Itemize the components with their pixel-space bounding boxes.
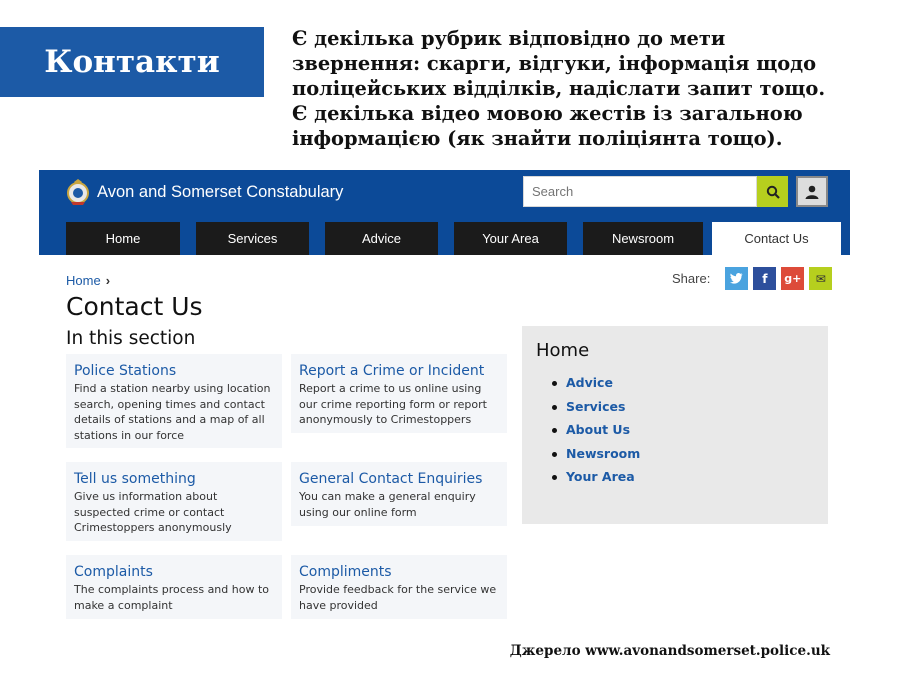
breadcrumb-separator: › (105, 273, 111, 288)
card-title[interactable]: Report a Crime or Incident (299, 363, 485, 379)
breadcrumb-home-link[interactable]: Home (66, 273, 101, 288)
card-tell-us-something[interactable] (66, 462, 282, 541)
card-complaints[interactable] (66, 555, 282, 619)
police-crest-icon (65, 178, 91, 206)
side-nav-item-about-us[interactable]: About Us (552, 422, 814, 437)
slide-description (292, 26, 844, 151)
website-screenshot (39, 170, 850, 622)
side-nav-title[interactable]: Home (536, 340, 590, 361)
card-general-enquiries[interactable] (291, 462, 507, 526)
nav-tab-advice[interactable]: Advice (325, 222, 438, 255)
slide-description-line: інформацією (як знайти поліціянта тощо). (292, 127, 783, 150)
section-title: In this section (66, 328, 196, 349)
source-caption: Джерело www.avonandsomerset.police.uk (509, 643, 830, 659)
search-input[interactable] (523, 176, 757, 207)
card-title[interactable]: Compliments (299, 564, 392, 580)
email-share-button[interactable]: ✉ (809, 267, 832, 290)
side-nav-panel (522, 326, 828, 524)
card-description: Find a station nearby using location search, opening times and contact details of stations and a map of all stations in our force (74, 382, 271, 442)
account-button[interactable] (796, 176, 828, 207)
card-title[interactable]: Complaints (74, 564, 153, 580)
card-description: The complaints process and how to make a complaint (74, 583, 269, 612)
side-nav-item-services[interactable]: Services (552, 399, 814, 414)
twitter-icon (730, 273, 743, 284)
card-description: Report a crime to us online using our crime reporting form or report anonymously to Crimestoppers (299, 382, 487, 426)
nav-tab-services[interactable]: Services (196, 222, 309, 255)
card-compliments[interactable] (291, 555, 507, 619)
nav-tab-your-area[interactable]: Your Area (454, 222, 567, 255)
side-nav-item-newsroom[interactable]: Newsroom (552, 446, 814, 461)
nav-tab-home[interactable]: Home (66, 222, 180, 255)
side-nav-item-advice[interactable]: Advice (552, 375, 814, 390)
nav-tab-contact-us[interactable]: Contact Us (712, 222, 841, 255)
card-description: Give us information about suspected crime or contact Crimestoppers anonymously (74, 490, 232, 534)
user-icon (804, 184, 820, 200)
facebook-share-button[interactable]: f (753, 267, 776, 290)
main-nav (66, 222, 841, 255)
nav-tab-newsroom[interactable]: Newsroom (583, 222, 703, 255)
search-button[interactable] (757, 176, 788, 207)
card-title[interactable]: General Contact Enquiries (299, 471, 483, 487)
search-icon (766, 185, 780, 199)
card-police-stations[interactable] (66, 354, 282, 448)
share-label: Share: (672, 271, 711, 286)
share-bar (672, 267, 832, 290)
slide-title: Контакти (0, 27, 264, 97)
site-header (39, 170, 850, 255)
card-title[interactable]: Tell us something (74, 471, 196, 487)
side-nav-list (536, 375, 814, 484)
card-report-crime[interactable] (291, 354, 507, 433)
slide-description-line: Є декілька рубрик відповідно до мети (292, 27, 726, 50)
slide-description-line: Є декілька відео мовою жестів із загальною (292, 102, 803, 125)
page-title: Contact Us (66, 292, 203, 321)
site-name: Avon and Somerset Constabulary (97, 182, 344, 201)
card-description: You can make a general enquiry using our online form (299, 490, 476, 519)
slide-description-line: звернення: скарги, відгуки, інформація щодо (292, 52, 817, 75)
google-plus-share-button[interactable]: g+ (781, 267, 804, 290)
twitter-share-button[interactable] (725, 267, 748, 290)
site-brand[interactable] (65, 178, 343, 206)
card-title[interactable]: Police Stations (74, 363, 177, 379)
card-description: Provide feedback for the service we have provided (299, 583, 497, 612)
side-nav-item-your-area[interactable]: Your Area (552, 469, 814, 484)
breadcrumb (66, 273, 110, 288)
slide-description-line: поліцейських відділків, надіслати запит тощо. (292, 77, 826, 100)
